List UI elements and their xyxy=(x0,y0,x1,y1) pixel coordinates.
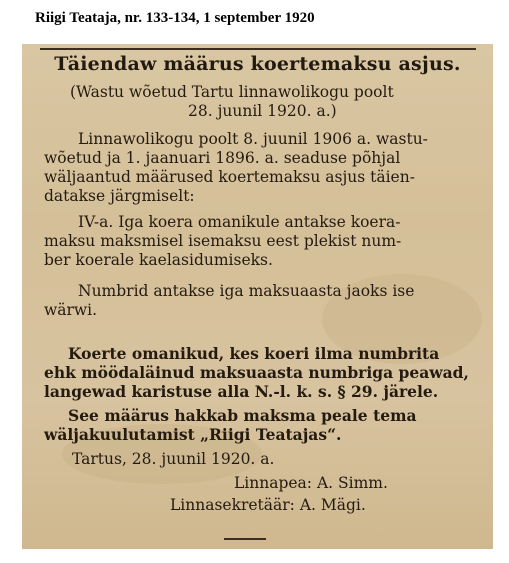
paragraph-line: ehk möödaläinud maksuaasta numbriga peawad, xyxy=(44,363,469,382)
subtitle-line: 28. juunil 1920. a.) xyxy=(188,102,337,120)
subtitle-line: (Wastu wõetud Tartu linnawolikogu poolt xyxy=(70,83,394,101)
publication-caption: Riigi Teataja, nr. 133-134, 1 september 1920 xyxy=(35,10,315,26)
paragraph-line: datakse järgmiselt: xyxy=(44,187,195,205)
article-title: Täiendaw määrus koertemaksu asjus. xyxy=(54,53,461,75)
paragraph-line: Numbrid antakse iga maksuaasta jaoks ise xyxy=(78,282,415,300)
paragraph-line: See määrus hakkab maksma peale tema xyxy=(68,406,417,425)
paragraph-line: wäljaantud määrused koertemaksu asjus täien- xyxy=(44,168,415,186)
paragraph-line: maksu maksmisel isemaksu eest plekist num- xyxy=(44,232,402,250)
paragraph-line: Linnawolikogu poolt 8. juunil 1906 a. wastu- xyxy=(78,130,428,148)
paragraph-line: IV-a. Iga koera omanikule antakse koera- xyxy=(78,213,401,231)
signature-mayor: Linnapea: A. Simm. xyxy=(234,474,388,492)
paragraph-line: wäljakuulutamist „Riigi Teatajas“. xyxy=(44,425,342,444)
paragraph-line: ber koerale kaelasidumiseks. xyxy=(44,251,273,269)
signature-secretary: Linnasekretäär: A. Mägi. xyxy=(170,496,366,514)
place-date: Tartus, 28. juunil 1920. a. xyxy=(72,450,275,468)
end-divider xyxy=(224,538,266,540)
paragraph-line: wõetud ja 1. jaanuari 1896. a. seaduse põhjal xyxy=(44,149,401,167)
paragraph-line: Koerte omanikud, kes koeri ilma numbrita xyxy=(68,344,440,363)
top-rule xyxy=(40,48,476,50)
paragraph-line: langewad karistuse alla N.-l. k. s. § 29. järele. xyxy=(44,382,439,401)
paragraph-line: wärwi. xyxy=(44,301,98,319)
newspaper-clipping xyxy=(22,44,493,549)
